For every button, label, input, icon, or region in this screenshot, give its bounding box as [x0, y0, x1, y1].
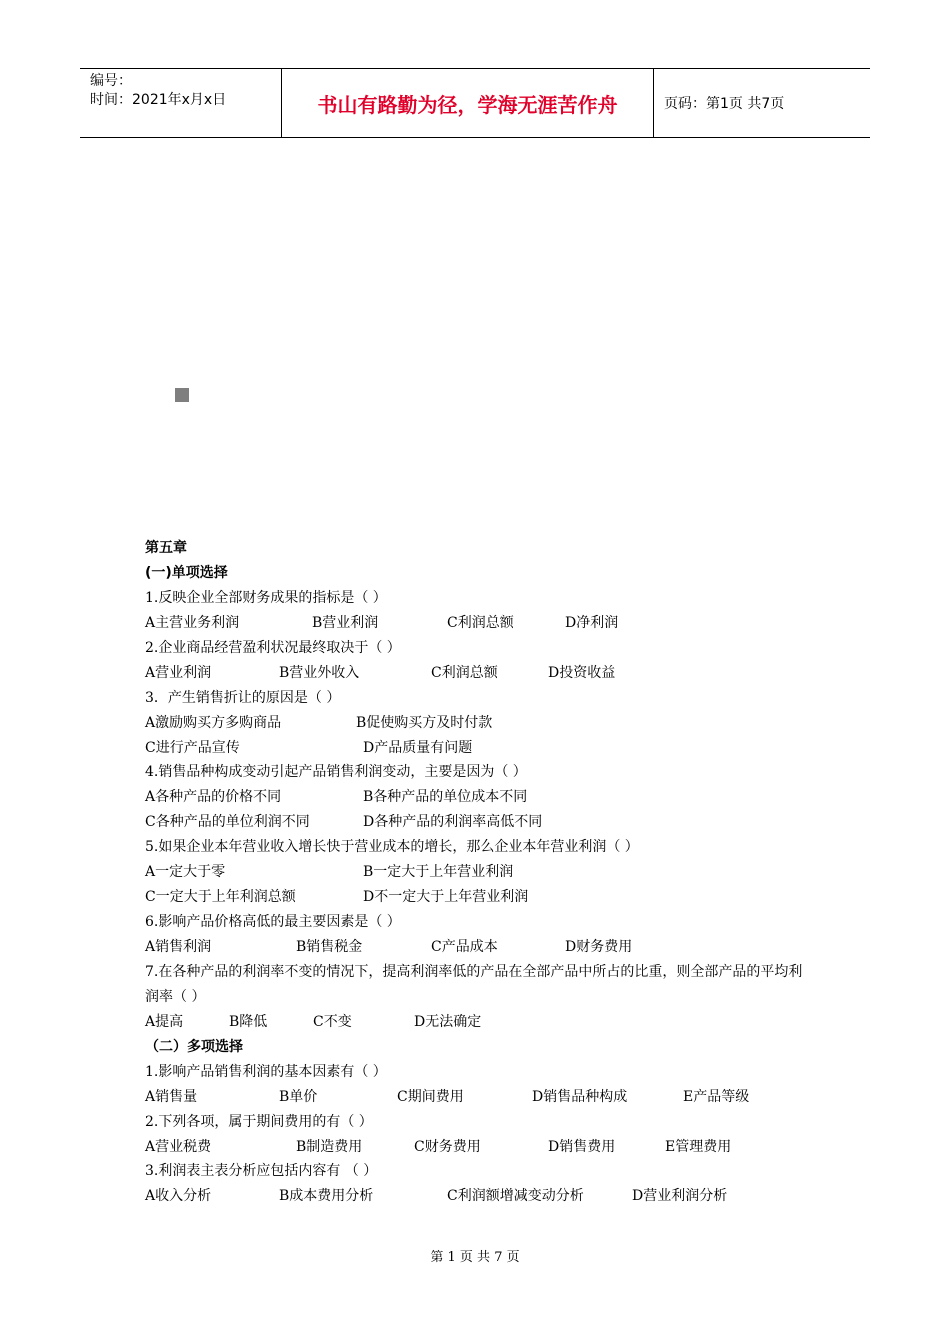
- option: C不变: [313, 1013, 352, 1030]
- question-stem: 4.销售品种构成变动引起产品销售利润变动，主要是因为（ ）: [145, 764, 527, 781]
- option: B营业外收入: [279, 664, 360, 681]
- options-row: [145, 661, 825, 686]
- page-footer: 第 1 页 共 7 页: [430, 1250, 520, 1265]
- options-row: [145, 611, 825, 636]
- option: B单价: [279, 1088, 318, 1105]
- options-row: [145, 736, 825, 761]
- option: C进行产品宣传: [145, 739, 240, 756]
- option: B各种产品的单位成本不同: [363, 789, 528, 806]
- options-row: [145, 860, 825, 885]
- header-meta: [80, 69, 282, 137]
- question-stem: 1.影响产品销售利润的基本因素有（ ）: [145, 1063, 387, 1080]
- option: B降低: [229, 1013, 268, 1030]
- option: A营业利润: [145, 664, 212, 681]
- option: B一定大于上年营业利润: [363, 864, 514, 881]
- gray-square-marker: [175, 388, 189, 402]
- option: A销售量: [145, 1088, 198, 1105]
- option: A收入分析: [145, 1188, 212, 1205]
- options-row: [145, 1184, 825, 1209]
- option: D财务费用: [565, 939, 633, 955]
- option: C一定大于上年利润总额: [145, 889, 296, 906]
- option: D净利润: [565, 614, 619, 631]
- question-stem: 2.下列各项，属于期间费用的有（ ）: [145, 1113, 373, 1130]
- section-title-single-choice: (一)单项选择: [145, 564, 228, 581]
- options-row: [145, 1085, 825, 1110]
- question-stem: 1.反映企业全部财务成果的指标是（ ）: [145, 589, 387, 606]
- options-row: [145, 785, 825, 810]
- options-row: [145, 711, 825, 736]
- options-row: [145, 935, 825, 960]
- option: B制造费用: [296, 1138, 363, 1155]
- option: A激励购买方多购商品: [145, 714, 282, 731]
- section-title-multiple-choice: （二）多项选择: [145, 1038, 243, 1055]
- option: D不一定大于上年营业利润: [363, 889, 529, 906]
- option: D销售品种构成: [532, 1088, 628, 1105]
- question-stem: 5.如果企业本年营业收入增长快于营业成本的增长，那么企业本年营业利润（ ）: [145, 839, 639, 856]
- option: D无法确定: [414, 1013, 482, 1030]
- option: D销售费用: [548, 1138, 616, 1155]
- option: D投资收益: [548, 664, 616, 681]
- option: A营业税费: [145, 1138, 212, 1155]
- document-number-label: 编号：: [90, 73, 132, 89]
- page-header: [80, 68, 870, 138]
- options-row: [145, 885, 825, 910]
- header-motto: 书山有路勤为径，学海无涯苦作舟: [282, 69, 654, 137]
- option: C利润额增减变动分析: [447, 1188, 584, 1205]
- option: C产品成本: [431, 939, 498, 955]
- option: B营业利润: [312, 614, 379, 631]
- option: C利润总额: [431, 664, 498, 681]
- option: B成本费用分析: [279, 1188, 374, 1205]
- option: D营业利润分析: [632, 1188, 728, 1205]
- header-page-number: 页码：第1页 共7页: [664, 96, 785, 112]
- option: C各种产品的单位利润不同: [145, 814, 310, 831]
- option: E产品等级: [683, 1088, 750, 1105]
- option: B销售税金: [296, 939, 363, 955]
- option: C财务费用: [414, 1138, 481, 1155]
- question-stem: 7.在各种产品的利润率不变的情况下，提高利润率低的产品在全部产品中所占的比重，则全部产品的平均利润率（ ）: [145, 963, 803, 1005]
- option: A销售利润: [145, 939, 212, 955]
- option: A提高: [145, 1013, 184, 1030]
- chapter-title: 第五章: [145, 540, 187, 556]
- option: C利润总额: [447, 614, 514, 631]
- option: A一定大于零: [145, 864, 226, 881]
- option: A各种产品的价格不同: [145, 789, 282, 806]
- options-row: [145, 1135, 825, 1160]
- option: B促使购买方及时付款: [356, 714, 493, 731]
- question-stem: 2.企业商品经营盈利状况最终取决于（ ）: [145, 639, 401, 656]
- question-stem: 3．产生销售折让的原因是（ ）: [145, 689, 341, 706]
- option: D产品质量有问题: [363, 739, 473, 756]
- option: D各种产品的利润率高低不同: [363, 814, 543, 831]
- option: E管理费用: [665, 1138, 732, 1155]
- option: C期间费用: [397, 1088, 464, 1105]
- options-row: [145, 810, 825, 835]
- question-stem: 6.影响产品价格高低的最主要因素是（ ）: [145, 914, 401, 931]
- option: A主营业务利润: [145, 614, 240, 631]
- options-row: [145, 1010, 825, 1035]
- document-date-label: 时间：2021年x月x日: [90, 92, 227, 108]
- question-stem: 3.利润表主表分析应包括内容有 （ ）: [145, 1163, 378, 1180]
- document-body: [145, 536, 825, 1209]
